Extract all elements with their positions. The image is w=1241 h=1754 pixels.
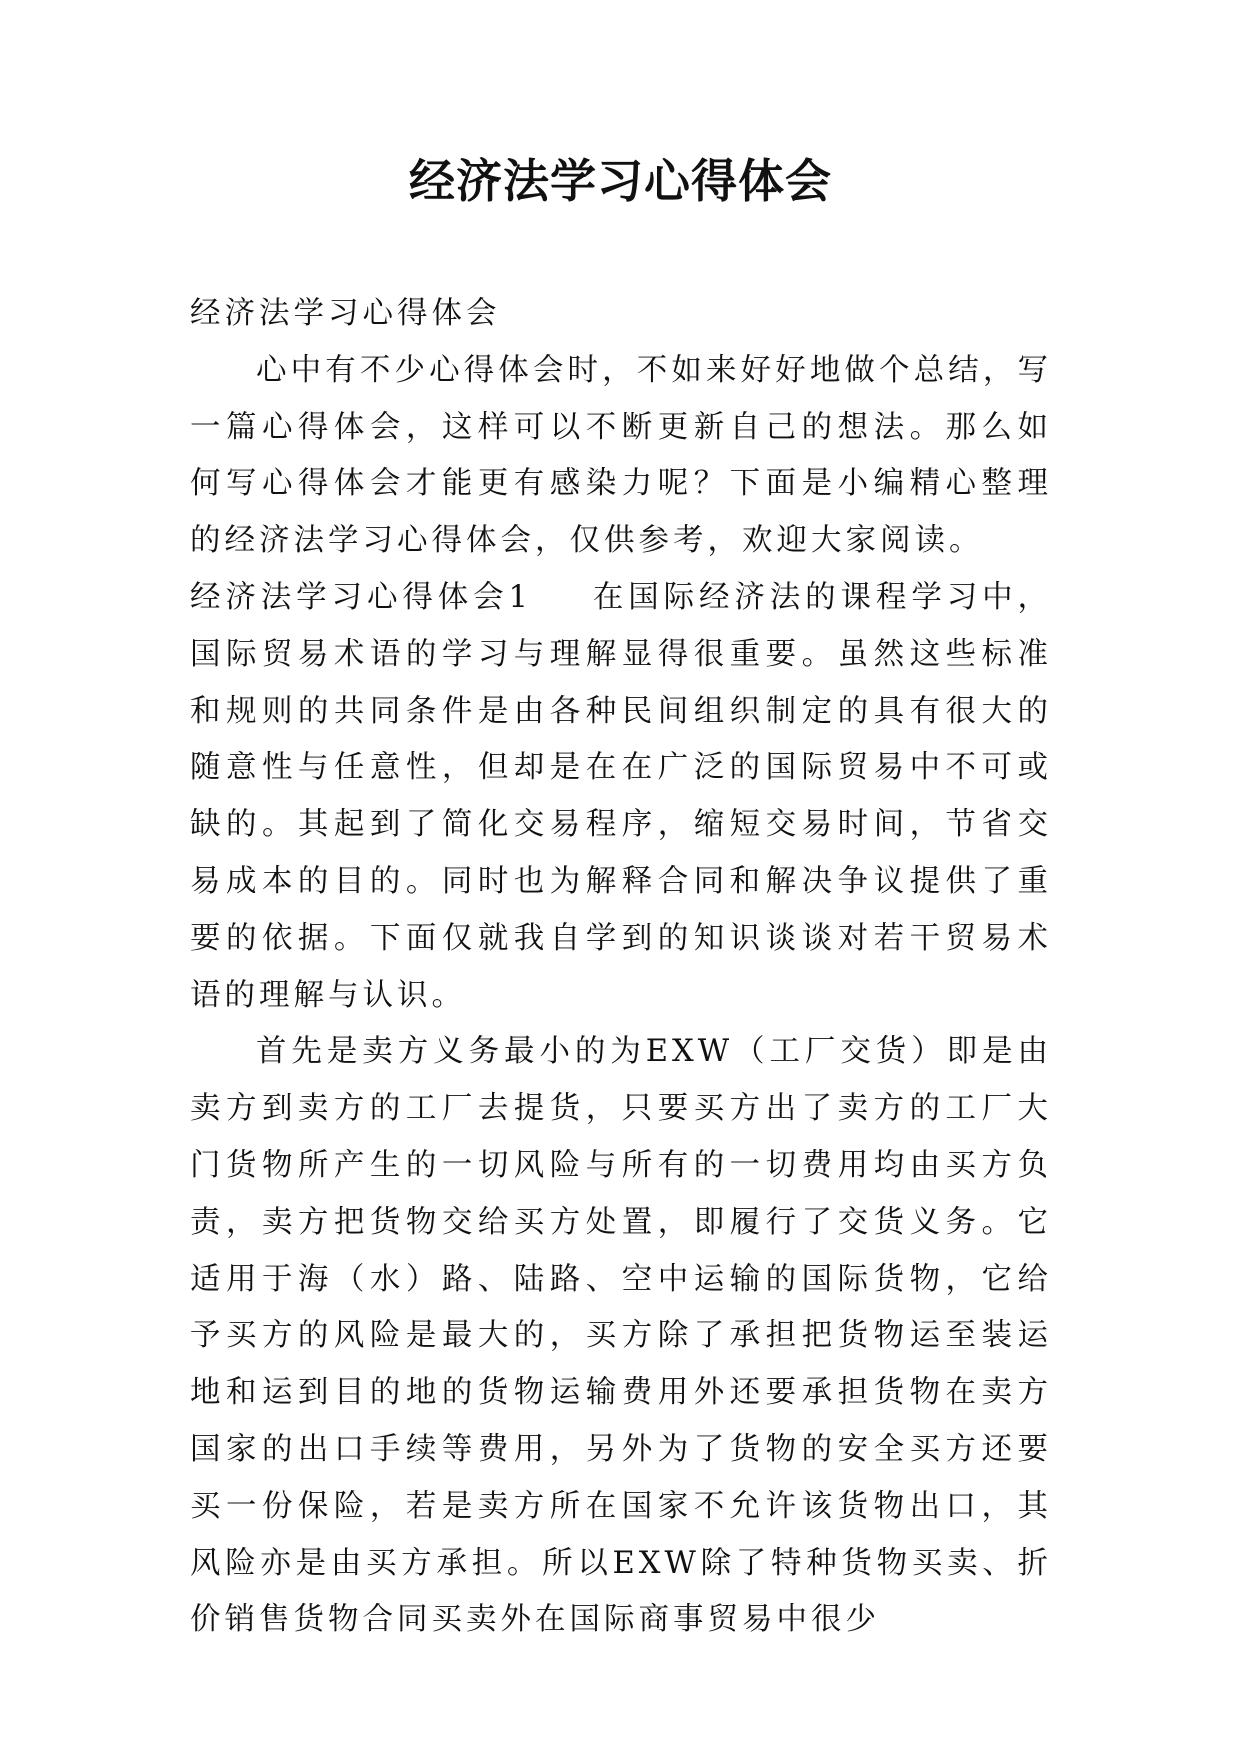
document-title: 经济法学习心得体会 — [409, 154, 832, 208]
section-1-paragraph — [190, 570, 1052, 1024]
document-body — [190, 286, 1052, 1649]
document-subtitle: 经济法学习心得体会 — [190, 296, 501, 331]
section-lead-text: 在国际经济法的课程学习中，国际贸易术语的学习与理解显得很重要。虽然这些标准和规则的共同条件是由各种民间组织制定的具有很大的随意性与任意性，但却是在在广泛的国际贸易中不可或缺的。其起到了简化交易程序，缩短交易时间，节省交易成本的目的。同时也为解释合同和解决争议提供了重要的依据。下面仅就我自学到的知识谈谈对若干贸易术语的理解与认识。 — [190, 579, 1052, 1013]
intro-paragraph: 心中有不少心得体会时，不如来好好地做个总结，写一篇心得体会，这样可以不断更新自己的想法。那么如何写心得体会才能更有感染力呢？下面是小编精心整理的经济法学习心得体会，仅供参考，欢迎大家阅读。 — [190, 352, 1052, 559]
exw-paragraph: 首先是卖方义务最小的为EXW（工厂交货）即是由卖方到卖方的工厂去提货，只要买方出了卖方的工厂大门货物所产生的一切风险与所有的一切费用均由买方负责，卖方把货物交给买方处置，即履行了交货义务。它适用于海（水）路、陆路、空中运输的国际货物，它给予买方的风险是最大的，买方除了承担把货物运至装运地和运到目的地的货物运输费用外还要承担货物在卖方国家的出口手续等费用，另外为了货物的安全买方还要买一份保险，若是卖方所在国家不允许该货物出口，其风险亦是由买方承担。所以EXW除了特种货物买卖、折价销售货物合同买卖外在国际商事贸易中很少 — [190, 1034, 1052, 1638]
section-heading: 经济法学习心得体会1 — [190, 579, 532, 615]
